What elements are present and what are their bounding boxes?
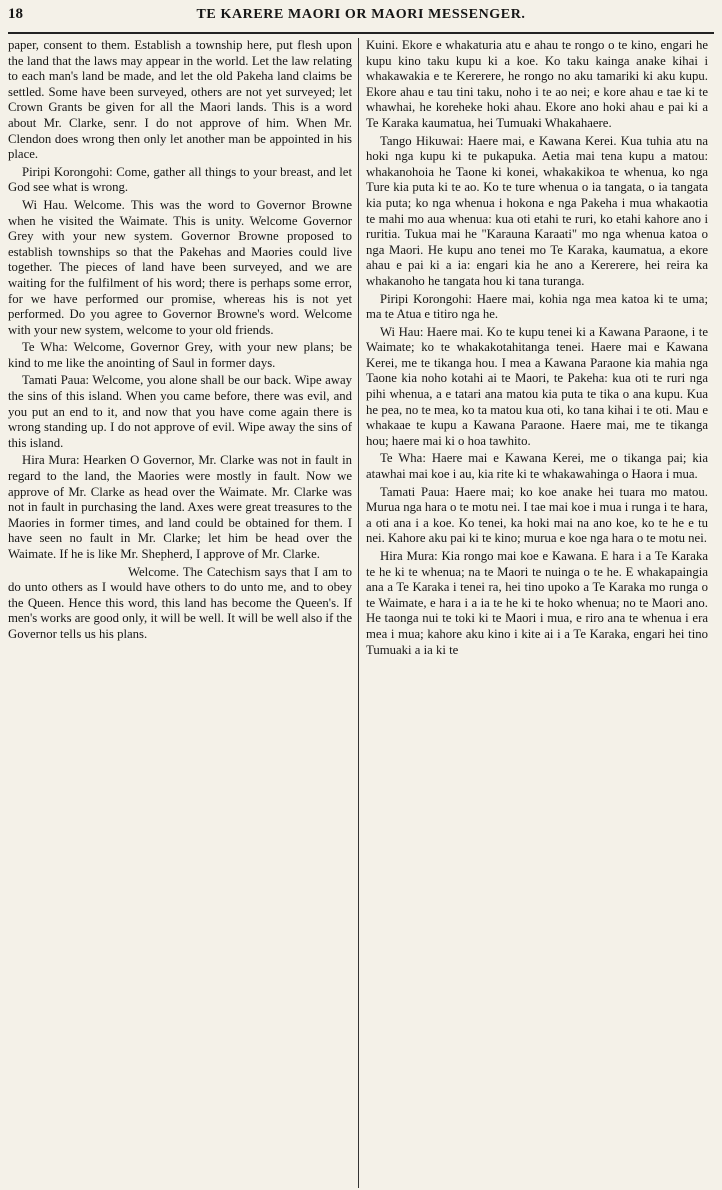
left-column <box>8 38 358 1188</box>
running-head: TE KARERE MAORI OR MAORI MESSENGER. <box>196 7 526 22</box>
paragraph: Wi Hau: Haere mai. Ko te kupu tenei ki a Kawana Paraone, i te Waimate; ko te whakakotahitanga tenei. Haere mai e Kawana Kerei, me te tikanga hou. I mea a Kawana Paraone kia mahia nga Taone kia noho kotahi ai te Maori, te Pakeha: kua oti te ruri nga pihi whenua, a e tatari ana matou kia puta te tika o ana kupu. Kua he pea, no te mea, ko ta matou kua oti, ko tana kihai i te oti. Mau e whakaae te kupu a Kawana Paraone. Haere mai, me te tikanga hou; haere mai ki o hoa tawhito. <box>366 324 708 448</box>
page-number: 18 <box>8 6 23 22</box>
paragraph: Te Wha: Haere mai e Kawana Kerei, me o tikanga pai; kia atawhai mai koe i au, kia rite ki te whakawahinga o Haora i mua. <box>366 451 708 482</box>
paragraph: Hira Mura: Kia rongo mai koe e Kawana. E hara i a Te Karaka te he ki te whenua; na te Maori te nuinga o te he. E whakapaingia ana a Te Karaka i tenei ra, hei tino upoko a Te Karaka mo runga o te Waimate, e hara i a ia te he ki te hoko whenua; no te Maori ano. He taonga nui te toki ki te Maori i mua, e riro ana te whenua i era mea i mua; kahore aku kino i kite ai i a Te Karaka, engari hei tino Tumuaki a ia ki te <box>366 549 708 657</box>
paragraph: Kuini. Ekore e whakaturia atu e ahau te rongo o te kino, engari he kupu kino taku kupu ki a koe. Ko taku kainga anake kihai i whakawakia e te Kererere, he rongo no aku tamariki ki aku kupu. Ekore ahau e tau tini taku, noho i te ao nei; e kore ahau e tae ki te whawhai, he koreheke hoki ahau. Ekore ano hoki ahau e pai ki a Te Karaka kaumatua, hei Tumuaki Whakahaere. <box>366 38 708 130</box>
right-column <box>358 38 708 1188</box>
paragraph: Tamati Paua: Haere mai; ko koe anake hei tuara mo matou. Murua nga hara o te motu nei. I tae mai koe i mua i runga i te hara, a oti ana i a koe. Ko tenei, ka hoki mai na ano koe, ko te he e tu nei. Kahore aku pai ki te kino; murua e koe nga hara o te motu nei. <box>366 484 708 546</box>
paragraph: Te Wha: Welcome, Governor Grey, with your new plans; be kind to me like the anointing of Saul in former days. <box>8 340 352 370</box>
text-columns <box>8 38 714 1188</box>
paragraph: Tamati Paua: Welcome, you alone shall be our back. Wipe away the sins of this island. When you came before, there was evil, and you put an end to it, and now that you have come again there is wrong standing up. I do not approve of evil. Wipe away the sins of this island. <box>8 373 352 450</box>
paragraph: Piripi Korongohi: Haere mai, kohia nga mea katoa ki te uma; ma te Atua e titiro nga he. <box>366 291 708 322</box>
paragraph: Tango Hikuwai: Haere mai, e Kawana Kerei. Kua tuhia atu na hoki nga kupu ki te pukapuka. Aetia mai tena kupu a matou: whakanohoia he Taone ki konei, whakakikoa te whenua, ko nga Ture kia puta ki te ao. Ko te ture whenua o ia tangata, o ia tangata kia puta; ko nga whenua i hokona e nga Pakeha i mua whakaotia te mahi mo aua whenua: kua oti etahi te ruri, ko etahi kahore ano i ruritia. Tukua mai he "Karauna Karaati" mo nga whenua katoa o nga Maori. He kupu ano tenei mo Te Karaka, kaumatua, a ekore ahau e pai ki a ia: engari kia he ano a Kererere, hei reira ka whakanoho he tangata hou ki tana turanga. <box>366 133 708 288</box>
paragraph: paper, consent to them. Establish a township here, put flesh upon the land that the laws may appear in the world. Let the law relating to each man's land be made, and let the old Pakeha land claims be settled. Some have been surveyed, others are not yet surveyed; let Crown Grants be given for all the Maori lands. This is a word about Mr. Clarke, senr. I do not approve of him. When Mr. Clendon does wrong then only let another man be appointed in his place. <box>8 38 352 162</box>
page-header <box>8 6 714 34</box>
paragraph: Welcome. The Catechism says that I am to do unto others as I would have others to do unto me, and to obey the Queen. Hence this word, this land has become the Queen's. If men's works are good only, it will be well. It will be well also if the Governor tells us his plans. <box>8 564 352 641</box>
paragraph: Hira Mura: Hearken O Governor, Mr. Clarke was not in fault in regard to the land, the Maories were mostly in fault. Now we approve of Mr. Clarke as head over the Waimate. Mr. Clarke was not in fault in purchasing the land. Axes were great treasures to the Maories in former times, and land could be obtained for them. I have seen no fault in Mr. Clarke; let him be head over the Waimate. If he is like Mr. Shepherd, I approve of Mr. Clarke. <box>8 453 352 561</box>
paragraph: Wi Hau. Welcome. This was the word to Governor Browne when he visited the Waimate. This is unity. Welcome Governor Grey with your new system. Governor Browne proposed to establish townships so that the Pakehas and Maories could live together. The pieces of land have been surveyed, and we are waiting for the fulfilment of his word; there is perhaps some error, for we have performed our promise, whereas his is not yet performed. Do you agree to Governor Browne's word. Welcome with your new system, welcome to your old friends. <box>8 197 352 337</box>
paragraph: Piripi Korongohi: Come, gather all things to your breast, and let God see what is wrong. <box>8 164 352 195</box>
